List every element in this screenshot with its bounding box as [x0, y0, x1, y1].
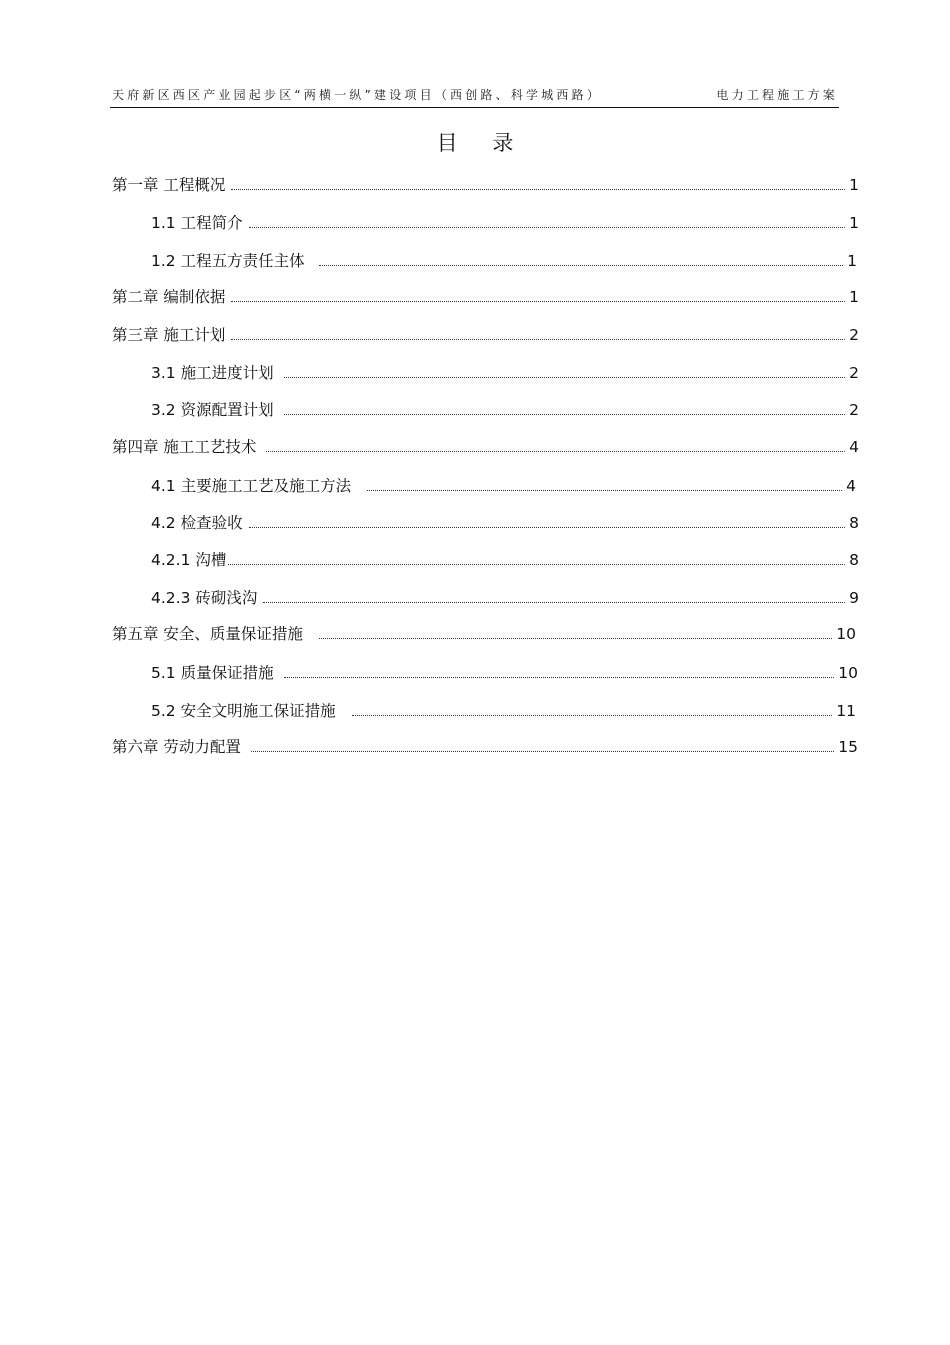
toc-entry-page: 4 — [846, 477, 856, 495]
toc-entry-section-1-1[interactable] — [151, 212, 859, 234]
toc-dot-leader — [263, 602, 845, 603]
toc-dot-leader — [231, 189, 845, 190]
toc-entry-section-4-2-3[interactable] — [151, 587, 859, 609]
toc-entry-page: 1 — [849, 214, 859, 232]
header-document-title: 电力工程施工方案 — [716, 88, 838, 102]
toc-entry-section-4-1[interactable] — [151, 475, 856, 497]
toc-entry-page: 2 — [849, 326, 859, 344]
toc-entry-page: 10 — [838, 664, 858, 682]
toc-entry-label: 3.2 资源配置计划 — [151, 401, 274, 419]
toc-dot-leader — [284, 377, 846, 378]
toc-entry-label: 1.1 工程简介 — [151, 214, 243, 232]
toc-entry-label: 4.1 主要施工工艺及施工方法 — [151, 477, 352, 495]
toc-entry-section-3-2[interactable] — [151, 399, 859, 421]
toc-dot-leader — [284, 677, 835, 678]
toc-dot-leader — [352, 715, 833, 716]
toc-entry-label: 第二章 编制依据 — [112, 288, 226, 306]
toc-dot-leader — [231, 301, 845, 302]
toc-entry-label: 4.2 检查验收 — [151, 514, 243, 532]
toc-entry-label: 4.2.3 砖砌浅沟 — [151, 589, 258, 607]
toc-entry-chapter-3[interactable] — [112, 324, 859, 346]
toc-entry-label: 3.1 施工进度计划 — [151, 364, 274, 382]
toc-entry-section-4-2[interactable] — [151, 512, 859, 534]
header-project-title: 天府新区西区产业园起步区“两横一纵”建设项目（西创路、科学城西路） — [112, 88, 603, 102]
toc-dot-leader — [319, 265, 844, 266]
toc-dot-leader — [266, 451, 845, 452]
toc-entry-page: 1 — [849, 176, 859, 194]
toc-entry-label: 第四章 施工工艺技术 — [112, 438, 257, 456]
toc-entry-page: 4 — [849, 438, 859, 456]
toc-dot-leader — [251, 751, 834, 752]
toc-dot-leader — [249, 227, 846, 228]
toc-title: 目 录 — [436, 131, 528, 155]
toc-entry-page: 8 — [849, 514, 859, 532]
toc-entry-label: 第五章 安全、质量保证措施 — [112, 625, 303, 643]
toc-dot-leader — [367, 490, 842, 491]
toc-entry-page: 2 — [849, 364, 859, 382]
toc-entry-page: 1 — [847, 252, 857, 270]
toc-entry-section-5-1[interactable] — [151, 662, 858, 684]
toc-entry-label: 第六章 劳动力配置 — [112, 738, 241, 756]
toc-entry-chapter-2[interactable] — [112, 286, 859, 308]
toc-dot-leader — [319, 638, 832, 639]
toc-entry-page: 9 — [849, 589, 859, 607]
toc-entry-section-4-2-1[interactable] — [151, 549, 859, 571]
toc-entry-label: 第三章 施工计划 — [112, 326, 226, 344]
toc-entry-label: 5.1 质量保证措施 — [151, 664, 274, 682]
toc-entry-label: 5.2 安全文明施工保证措施 — [151, 702, 336, 720]
toc-entry-section-5-2[interactable] — [151, 700, 856, 722]
toc-dot-leader — [231, 339, 845, 340]
toc-dot-leader — [284, 414, 846, 415]
toc-entry-chapter-5[interactable] — [112, 623, 856, 645]
toc-dot-leader — [228, 564, 845, 565]
toc-entry-label: 1.2 工程五方责任主体 — [151, 252, 305, 270]
toc-entry-page: 10 — [836, 625, 856, 643]
toc-dot-leader — [249, 527, 846, 528]
toc-entry-page: 15 — [838, 738, 858, 756]
toc-entry-page: 8 — [849, 551, 859, 569]
toc-entry-section-1-2[interactable] — [151, 250, 857, 272]
toc-entry-section-3-1[interactable] — [151, 362, 859, 384]
toc-entry-page: 11 — [836, 702, 856, 720]
toc-entry-page: 2 — [849, 401, 859, 419]
toc-entry-chapter-1[interactable] — [112, 174, 859, 196]
toc-entry-label: 第一章 工程概况 — [112, 176, 226, 194]
toc-entry-chapter-4[interactable] — [112, 436, 859, 458]
toc-entry-chapter-6[interactable] — [112, 736, 858, 758]
toc-entry-label: 4.2.1 沟槽 — [151, 551, 227, 569]
toc-entry-page: 1 — [849, 288, 859, 306]
